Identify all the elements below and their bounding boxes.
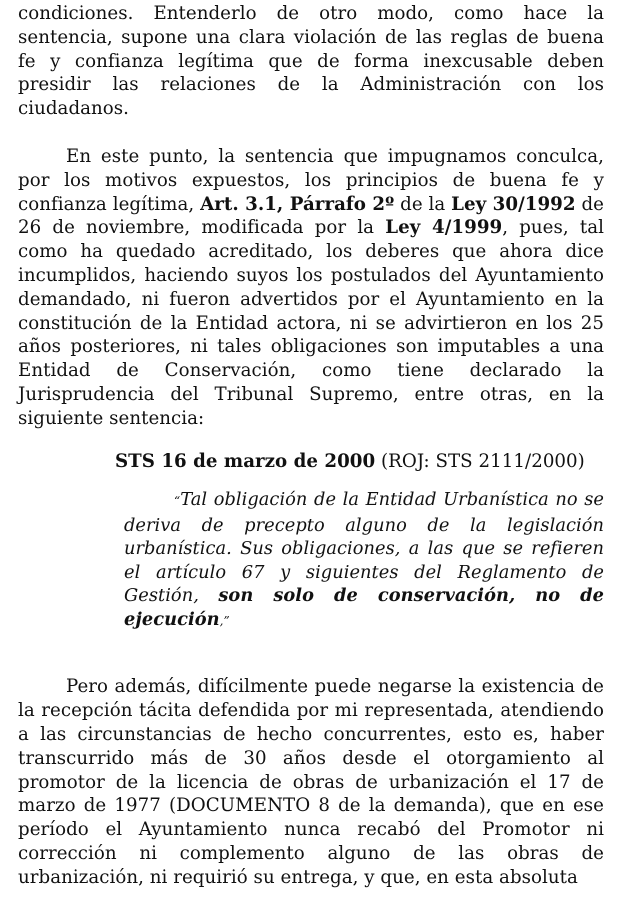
text-segment: , pues, tal como ha quedado acreditado, los deberes que ahora dice incumplidos, haciendo suyos los postulados del Ayuntamiento demandado, ni fueron advertidos por el Ayuntamiento en la constitución de la Entidad actora, ni se advirtieron en los 25 años posteriores, ni tales obligaciones son imputables a una Entidad de Conservación, como tiene declarado la Jurisprudencia del Tribunal Supremo, entre otras, en la siguiente sentencia: bbox=[18, 217, 604, 429]
quoted-excerpt bbox=[124, 488, 604, 633]
case-citation-title: STS 16 de marzo de 2000 bbox=[115, 450, 376, 472]
law-reference-ley-30-1992: Ley 30/1992 bbox=[451, 193, 576, 215]
law-reference-ley-4-1999: Ley 4/1999 bbox=[385, 217, 503, 239]
text-segment: de la bbox=[394, 193, 452, 215]
quote-text: Tal obligación de la Entidad Urbanística no se deriva de precepto alguno de la legislación urbanística. Sus obligaciones, a las que se refieren el artículo 67 y siguientes del Reglamento de Gestión, bbox=[124, 489, 604, 607]
document-page bbox=[18, 0, 604, 890]
paragraph-principles bbox=[18, 145, 604, 431]
text-segment: de 26 de noviembre, modificada por la bbox=[18, 193, 604, 239]
law-reference-article: Art. 3.1, Párrafo 2º bbox=[200, 193, 395, 215]
text-segment: En este punto, la sentencia que impugnamos conculca, por los motivos expuestos, los principios de buena fe y confianza legítima, bbox=[18, 145, 604, 215]
paragraph-tacit-reception: Pero además, difícilmente puede negarse la existencia de la recepción tácita defendida por mi representada, atendiendo a las circunstancias de hecho concurrentes, esto es, haber transcurrido más de 30 años desde el otorgamiento al promotor de la licencia de obras de urbanización el 17 de marzo de 1977 (DOCUMENTO 8 de la demanda), que en ese período el Ayuntamiento nunca recabó del Promotor ni corrección ni complemento alguno de las obras de urbanización, ni requirió su entrega, y que, en esta absoluta bbox=[18, 676, 604, 888]
quote-emphasis: son solo de conservación, no de ejecución bbox=[124, 585, 604, 630]
open-quote: “ bbox=[174, 494, 181, 509]
paragraph-continuation: condiciones. Entenderlo de otro modo, como hace la sentencia, supone una clara violación de las reglas de buena fe y confianza legítima que de forma inexcusable deben presidir las relaciones de la Administración con los ciudadanos. bbox=[18, 3, 604, 120]
case-citation bbox=[18, 450, 604, 474]
case-citation-roj: (ROJ: STS 2111/2000) bbox=[375, 450, 585, 472]
close-quote: ,” bbox=[219, 613, 230, 628]
